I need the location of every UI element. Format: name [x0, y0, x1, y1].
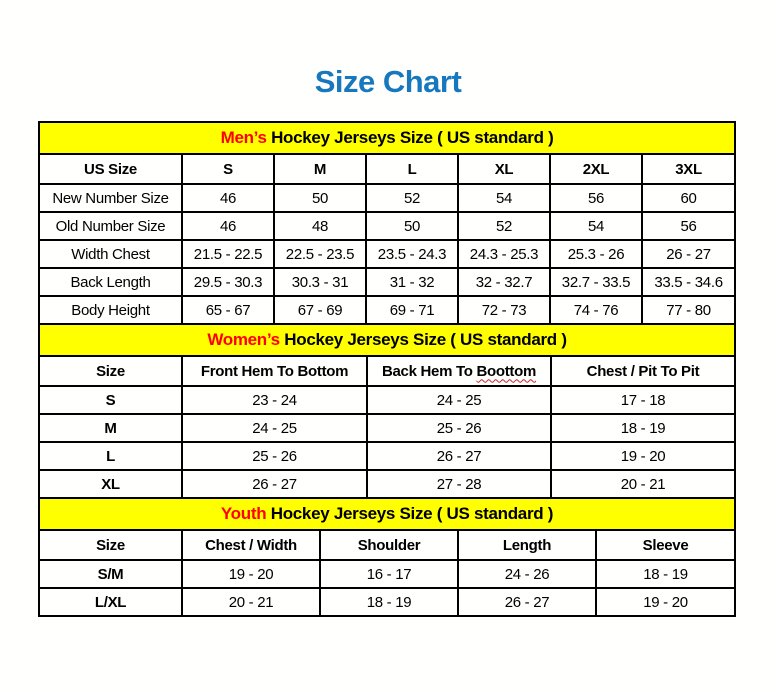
table-cell: 56: [642, 212, 735, 240]
table-cell: 50: [366, 212, 458, 240]
spellcheck-underlined-word: Boottom: [476, 362, 537, 380]
table-cell: 31 - 32: [366, 268, 458, 296]
table-cell: 27 - 28: [367, 470, 551, 498]
row-label: XL: [39, 470, 182, 498]
table-row: [39, 212, 735, 240]
table-cell: 50: [274, 184, 366, 212]
table-cell: 19 - 20: [551, 442, 735, 470]
table-cell: 26 - 27: [458, 588, 596, 616]
table-cell: 56: [550, 184, 642, 212]
back-hem-label-prefix: Back Hem To: [381, 362, 477, 380]
column-header: Sleeve: [596, 530, 735, 560]
womens-heading-highlight: Women’s: [207, 330, 280, 349]
column-header-back-hem: [367, 356, 551, 386]
column-header: Chest / Pit To Pit: [551, 356, 735, 386]
table-row: [39, 470, 735, 498]
table-cell: 26 - 27: [182, 470, 367, 498]
table-cell: 25.3 - 26: [550, 240, 642, 268]
womens-heading-rest: Hockey Jerseys Size ( US standard ): [279, 330, 567, 349]
table-cell: 69 - 71: [366, 296, 458, 324]
table-cell: 22.5 - 23.5: [274, 240, 366, 268]
table-cell: 16 - 17: [320, 560, 458, 588]
table-cell: 25 - 26: [367, 414, 551, 442]
row-label: L: [39, 442, 182, 470]
youth-column-header-row: [39, 530, 735, 560]
table-cell: 23 - 24: [182, 386, 367, 414]
table-cell: 26 - 27: [642, 240, 735, 268]
table-cell: 46: [182, 184, 274, 212]
table-row: [39, 296, 735, 324]
table-cell: 24 - 26: [458, 560, 596, 588]
column-header: Chest / Width: [182, 530, 320, 560]
table-cell: 32.7 - 33.5: [550, 268, 642, 296]
table-cell: 33.5 - 34.6: [642, 268, 735, 296]
column-header: S: [182, 154, 274, 184]
table-cell: 18 - 19: [596, 560, 735, 588]
table-cell: 65 - 67: [182, 296, 274, 324]
youth-size-table: [38, 497, 736, 617]
table-row: [39, 588, 735, 616]
table-cell: 72 - 73: [458, 296, 550, 324]
table-cell: 20 - 21: [182, 588, 320, 616]
row-label: Body Height: [39, 296, 182, 324]
table-cell: 26 - 27: [367, 442, 551, 470]
table-cell: 19 - 20: [596, 588, 735, 616]
table-row: [39, 268, 735, 296]
table-cell: 20 - 21: [551, 470, 735, 498]
youth-section-heading: [39, 498, 735, 530]
row-label: Width Chest: [39, 240, 182, 268]
youth-section-heading-row: [39, 498, 735, 530]
table-cell: 32 - 32.7: [458, 268, 550, 296]
table-cell: 24 - 25: [182, 414, 367, 442]
row-label: S/M: [39, 560, 182, 588]
column-header: Length: [458, 530, 596, 560]
column-header: XL: [458, 154, 550, 184]
column-header: Front Hem To Bottom: [182, 356, 367, 386]
table-cell: 19 - 20: [182, 560, 320, 588]
womens-section-heading: [39, 324, 735, 356]
row-label: M: [39, 414, 182, 442]
table-row: [39, 184, 735, 212]
mens-size-table: [38, 121, 736, 325]
table-cell: 67 - 69: [274, 296, 366, 324]
size-chart-tables: [38, 121, 734, 617]
mens-section-heading: [39, 122, 735, 154]
table-cell: 30.3 - 31: [274, 268, 366, 296]
column-header: Size: [39, 356, 182, 386]
row-label: Back Length: [39, 268, 182, 296]
table-cell: 18 - 19: [320, 588, 458, 616]
table-row: [39, 240, 735, 268]
table-row: [39, 442, 735, 470]
table-cell: 77 - 80: [642, 296, 735, 324]
youth-heading-rest: Hockey Jerseys Size ( US standard ): [266, 504, 554, 523]
column-header: Size: [39, 530, 182, 560]
table-row: [39, 560, 735, 588]
table-cell: 24.3 - 25.3: [458, 240, 550, 268]
table-cell: 60: [642, 184, 735, 212]
table-row: [39, 414, 735, 442]
table-cell: 52: [366, 184, 458, 212]
column-header: 3XL: [642, 154, 735, 184]
table-cell: 54: [458, 184, 550, 212]
table-cell: 46: [182, 212, 274, 240]
mens-heading-highlight: Men’s: [220, 128, 267, 147]
mens-heading-rest: Hockey Jerseys Size ( US standard ): [266, 128, 554, 147]
table-cell: 23.5 - 24.3: [366, 240, 458, 268]
row-label: Old Number Size: [39, 212, 182, 240]
column-header: L: [366, 154, 458, 184]
table-cell: 24 - 25: [367, 386, 551, 414]
row-label: S: [39, 386, 182, 414]
table-cell: 25 - 26: [182, 442, 367, 470]
table-cell: 52: [458, 212, 550, 240]
row-label: L/XL: [39, 588, 182, 616]
mens-column-header-row: [39, 154, 735, 184]
table-cell: 29.5 - 30.3: [182, 268, 274, 296]
table-row: [39, 386, 735, 414]
table-cell: 18 - 19: [551, 414, 735, 442]
column-header: US Size: [39, 154, 182, 184]
column-header: M: [274, 154, 366, 184]
womens-section-heading-row: [39, 324, 735, 356]
table-cell: 21.5 - 22.5: [182, 240, 274, 268]
youth-heading-highlight: Youth: [220, 504, 267, 523]
row-label: New Number Size: [39, 184, 182, 212]
column-header: Shoulder: [320, 530, 458, 560]
womens-column-header-row: [39, 356, 735, 386]
table-cell: 48: [274, 212, 366, 240]
table-cell: 74 - 76: [550, 296, 642, 324]
column-header: 2XL: [550, 154, 642, 184]
page-title: Size Chart: [314, 64, 462, 99]
table-cell: 17 - 18: [551, 386, 735, 414]
table-cell: 54: [550, 212, 642, 240]
womens-size-table: [38, 323, 736, 499]
mens-section-heading-row: [39, 122, 735, 154]
